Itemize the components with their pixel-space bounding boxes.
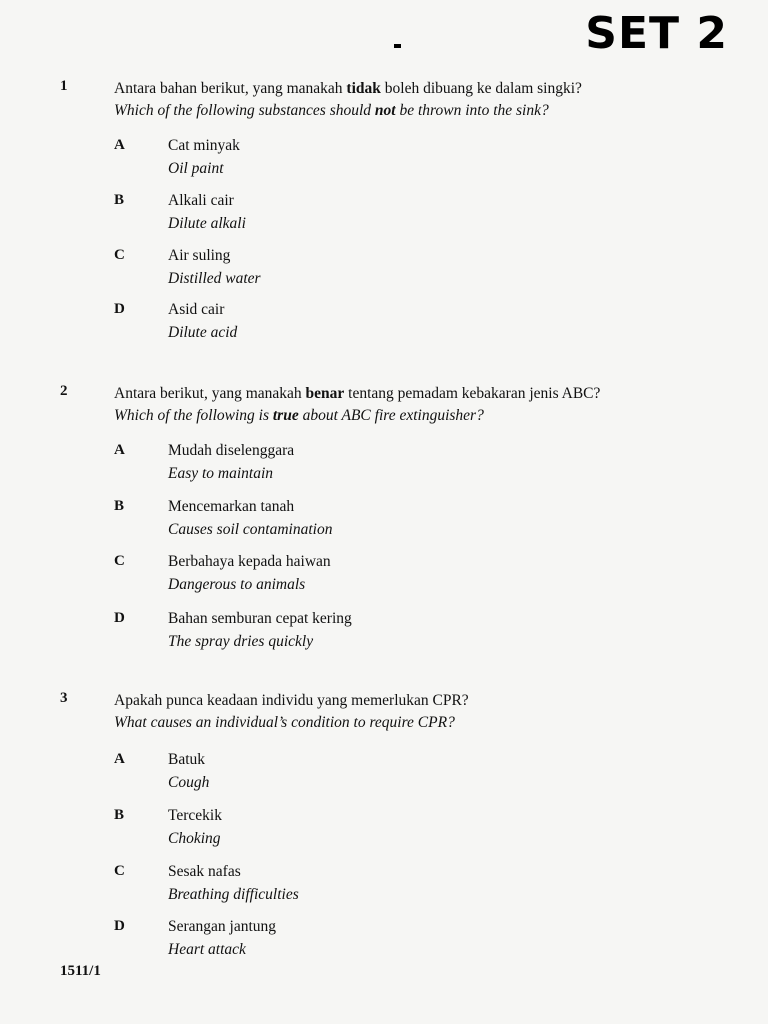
option-malay: Cat minyak bbox=[168, 137, 240, 154]
option-1c[interactable] bbox=[0, 247, 768, 291]
question-number: 3 bbox=[60, 690, 68, 706]
question-stem bbox=[114, 78, 582, 122]
question-english: What causes an individual’s condition to require CPR? bbox=[114, 714, 455, 731]
question-number: 2 bbox=[60, 383, 68, 399]
option-malay: Mudah diselenggara bbox=[168, 442, 295, 459]
option-english: Heart attack bbox=[168, 941, 246, 958]
option-malay: Serangan jantung bbox=[168, 918, 277, 935]
option-english: Distilled water bbox=[168, 270, 261, 287]
option-letter: B bbox=[114, 807, 125, 823]
option-letter: A bbox=[114, 442, 125, 458]
dash-mark bbox=[394, 44, 401, 48]
option-english: Causes soil contamination bbox=[168, 521, 333, 538]
option-letter: B bbox=[114, 192, 125, 208]
paper-code: 1511/1 bbox=[60, 963, 101, 979]
question-malay: Apakah punca keadaan individu yang memerlukan CPR? bbox=[114, 692, 469, 709]
option-malay: Air suling bbox=[168, 247, 231, 264]
option-english: Cough bbox=[168, 774, 210, 791]
option-english: Easy to maintain bbox=[168, 465, 274, 482]
option-letter: D bbox=[114, 918, 125, 934]
option-1d[interactable] bbox=[0, 301, 768, 345]
option-malay: Berbahaya kepada haiwan bbox=[168, 553, 331, 570]
option-english: Dilute alkali bbox=[168, 215, 246, 232]
option-letter: D bbox=[114, 301, 125, 317]
option-letter: A bbox=[114, 751, 125, 767]
option-malay: Sesak nafas bbox=[168, 863, 241, 880]
option-english: Oil paint bbox=[168, 160, 224, 177]
option-1b[interactable] bbox=[0, 192, 768, 236]
option-malay: Mencemarkan tanah bbox=[168, 498, 295, 515]
option-english: The spray dries quickly bbox=[168, 633, 314, 650]
question-stem bbox=[114, 690, 469, 734]
option-malay: Asid cair bbox=[168, 301, 225, 318]
option-malay: Tercekik bbox=[168, 807, 222, 824]
option-3a[interactable] bbox=[0, 751, 768, 795]
set-label: SET 2 bbox=[585, 8, 728, 59]
question-malay: Antara berikut, yang manakah benar tentang pemadam kebakaran jenis ABC? bbox=[114, 385, 601, 402]
question-malay: Antara bahan berikut, yang manakah tidak boleh dibuang ke dalam singki? bbox=[114, 80, 582, 97]
option-letter: A bbox=[114, 137, 125, 153]
option-2a[interactable] bbox=[0, 442, 768, 486]
question-number: 1 bbox=[60, 78, 68, 94]
option-malay: Bahan semburan cepat kering bbox=[168, 610, 352, 627]
question-english: Which of the following substances should not be thrown into the sink? bbox=[114, 102, 549, 119]
option-2c[interactable] bbox=[0, 553, 768, 597]
option-malay: Batuk bbox=[168, 751, 206, 768]
option-3c[interactable] bbox=[0, 863, 768, 907]
option-english: Breathing difficulties bbox=[168, 886, 299, 903]
option-english: Dilute acid bbox=[168, 324, 238, 341]
option-letter: C bbox=[114, 863, 125, 879]
option-english: Choking bbox=[168, 830, 221, 847]
question-english: Which of the following is true about ABC fire extinguisher? bbox=[114, 407, 484, 424]
option-malay: Alkali cair bbox=[168, 192, 234, 209]
option-letter: D bbox=[114, 610, 125, 626]
question-stem bbox=[114, 383, 600, 427]
option-1a[interactable] bbox=[0, 137, 768, 181]
option-letter: C bbox=[114, 247, 125, 263]
option-letter: B bbox=[114, 498, 125, 514]
option-3b[interactable] bbox=[0, 807, 768, 851]
option-2d[interactable] bbox=[0, 610, 768, 654]
option-letter: C bbox=[114, 553, 125, 569]
option-english: Dangerous to animals bbox=[168, 576, 306, 593]
option-2b[interactable] bbox=[0, 498, 768, 542]
option-3d[interactable] bbox=[0, 918, 768, 962]
